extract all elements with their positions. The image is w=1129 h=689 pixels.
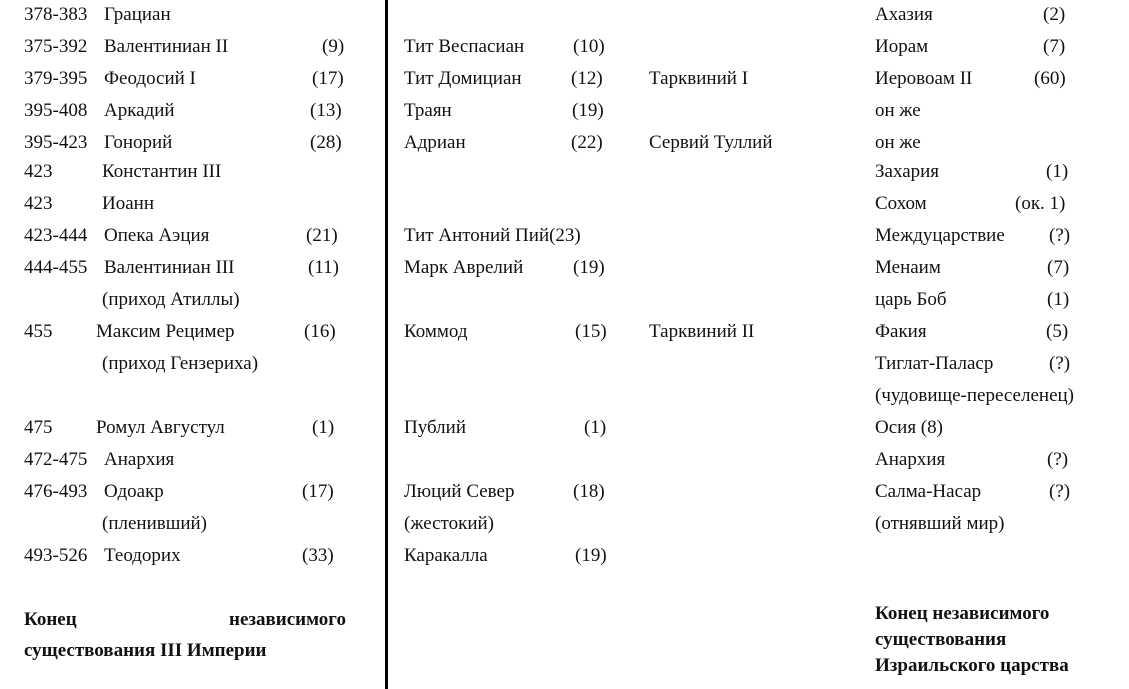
- reign-length: (2): [1043, 4, 1066, 25]
- ruler-note: (приход Атиллы): [102, 289, 240, 310]
- years: 455: [24, 321, 53, 342]
- ruler-name: Ромул Августул: [96, 417, 225, 438]
- ruler-name: Сохом: [875, 193, 927, 214]
- ruler-name: Марк Аврелий: [404, 257, 524, 278]
- reign-length: (?): [1049, 225, 1071, 246]
- ruler-note: (приход Гензериха): [102, 353, 259, 374]
- end-heading-word: Конец: [24, 609, 77, 630]
- years: 375-392: [24, 36, 88, 57]
- ruler-name: Тарквиний I: [649, 68, 749, 89]
- ruler-name: Захария: [875, 161, 940, 182]
- end-heading-line: Израильского царства: [875, 655, 1069, 676]
- ruler-note: (отнявший мир): [875, 513, 1005, 534]
- ruler-name: Валентиниан II: [104, 36, 229, 57]
- ruler-name: Тарквиний II: [649, 321, 755, 342]
- ruler-name: Гонорий: [104, 132, 173, 153]
- reign-length: (33): [302, 545, 334, 566]
- ruler-name: Аркадий: [104, 100, 175, 121]
- years: 475: [24, 417, 53, 438]
- reign-length: (9): [322, 36, 345, 57]
- reign-length: (21): [306, 225, 338, 246]
- ruler-name: Одоакр: [104, 481, 164, 502]
- end-heading-line: Конец независимого: [875, 603, 1050, 624]
- years: 423-444: [24, 225, 88, 246]
- ruler-name: Тит Веспасиан: [404, 36, 525, 57]
- reign-length: (12): [571, 68, 603, 89]
- reign-length: (60): [1034, 68, 1066, 89]
- column-divider: [385, 0, 388, 689]
- ruler-name: он же: [875, 100, 921, 121]
- ruler-name: Люций Север: [404, 481, 515, 502]
- reign-length: (1): [1046, 161, 1069, 182]
- ruler-name: Максим Рецимер: [96, 321, 235, 342]
- ruler-name: Иорам: [875, 36, 929, 57]
- ruler-name: Иоанн: [102, 193, 154, 214]
- ruler-name: Сервий Туллий: [649, 132, 773, 153]
- reign-length: (19): [575, 545, 607, 566]
- reign-length: (?): [1049, 481, 1071, 502]
- reign-length: (1): [312, 417, 335, 438]
- reign-length: (?): [1049, 353, 1071, 374]
- reign-length: (19): [572, 100, 604, 121]
- years: 395-423: [24, 132, 88, 153]
- reign-length: (15): [575, 321, 607, 342]
- end-heading-line: существования: [875, 629, 1007, 650]
- reign-length: (28): [310, 132, 342, 153]
- ruler-name: Междуцарствие: [875, 225, 1005, 246]
- years: 444-455: [24, 257, 88, 278]
- ruler-name: Валентиниан III: [104, 257, 235, 278]
- end-heading-word: независимого: [229, 609, 346, 630]
- ruler-name: Анархия: [875, 449, 946, 470]
- reign-length: (17): [312, 68, 344, 89]
- reign-length: (22): [571, 132, 603, 153]
- reign-length: (17): [302, 481, 334, 502]
- ruler-name: Грациан: [104, 4, 171, 25]
- ruler-name: он же: [875, 132, 921, 153]
- years: 423: [24, 161, 53, 182]
- ruler-name: Тиглат-Паласр: [875, 353, 994, 374]
- years: 423: [24, 193, 53, 214]
- ruler-name: Тит Антоний Пий(23): [404, 225, 581, 246]
- reign-length: (ок. 1): [1015, 193, 1066, 214]
- reign-length: (10): [573, 36, 605, 57]
- reign-length: (7): [1047, 257, 1070, 278]
- years: 395-408: [24, 100, 88, 121]
- ruler-name: Траян: [404, 100, 452, 121]
- reign-length: (18): [573, 481, 605, 502]
- ruler-name: Теодорих: [104, 545, 181, 566]
- ruler-name: Феодосий I: [104, 68, 196, 89]
- reign-length: (7): [1043, 36, 1066, 57]
- reign-length: (16): [304, 321, 336, 342]
- ruler-name: Осия (8): [875, 417, 943, 438]
- reign-length: (?): [1047, 449, 1069, 470]
- reign-length: (5): [1046, 321, 1069, 342]
- ruler-name: Опека Аэция: [104, 225, 210, 246]
- ruler-name: Публий: [404, 417, 466, 438]
- reign-length: (19): [573, 257, 605, 278]
- ruler-name: Тит Домициан: [404, 68, 522, 89]
- ruler-note: (жестокий): [404, 513, 494, 534]
- ruler-name: Адриан: [404, 132, 466, 153]
- ruler-name: Ахазия: [875, 4, 933, 25]
- reign-length: (1): [584, 417, 607, 438]
- ruler-name: Каракалла: [404, 545, 488, 566]
- ruler-note: (пленивший): [102, 513, 208, 534]
- years: 493-526: [24, 545, 88, 566]
- years: 378-383: [24, 4, 88, 25]
- reign-length: (11): [308, 257, 339, 278]
- ruler-name: Иеровоам II: [875, 68, 973, 89]
- years: 476-493: [24, 481, 88, 502]
- end-heading-line: существования III Империи: [24, 640, 267, 661]
- ruler-name: царь Боб: [875, 289, 947, 310]
- ruler-note: (чудовище-переселенец): [875, 385, 1074, 406]
- ruler-name: Анархия: [104, 449, 175, 470]
- years: 472-475: [24, 449, 88, 470]
- ruler-name: Константин III: [102, 161, 222, 182]
- ruler-name: Коммод: [404, 321, 468, 342]
- years: 379-395: [24, 68, 88, 89]
- reign-length: (13): [310, 100, 342, 121]
- reign-length: (1): [1047, 289, 1070, 310]
- ruler-name: Факия: [875, 321, 927, 342]
- ruler-name: Менаим: [875, 257, 941, 278]
- ruler-name: Салма-Насар: [875, 481, 982, 502]
